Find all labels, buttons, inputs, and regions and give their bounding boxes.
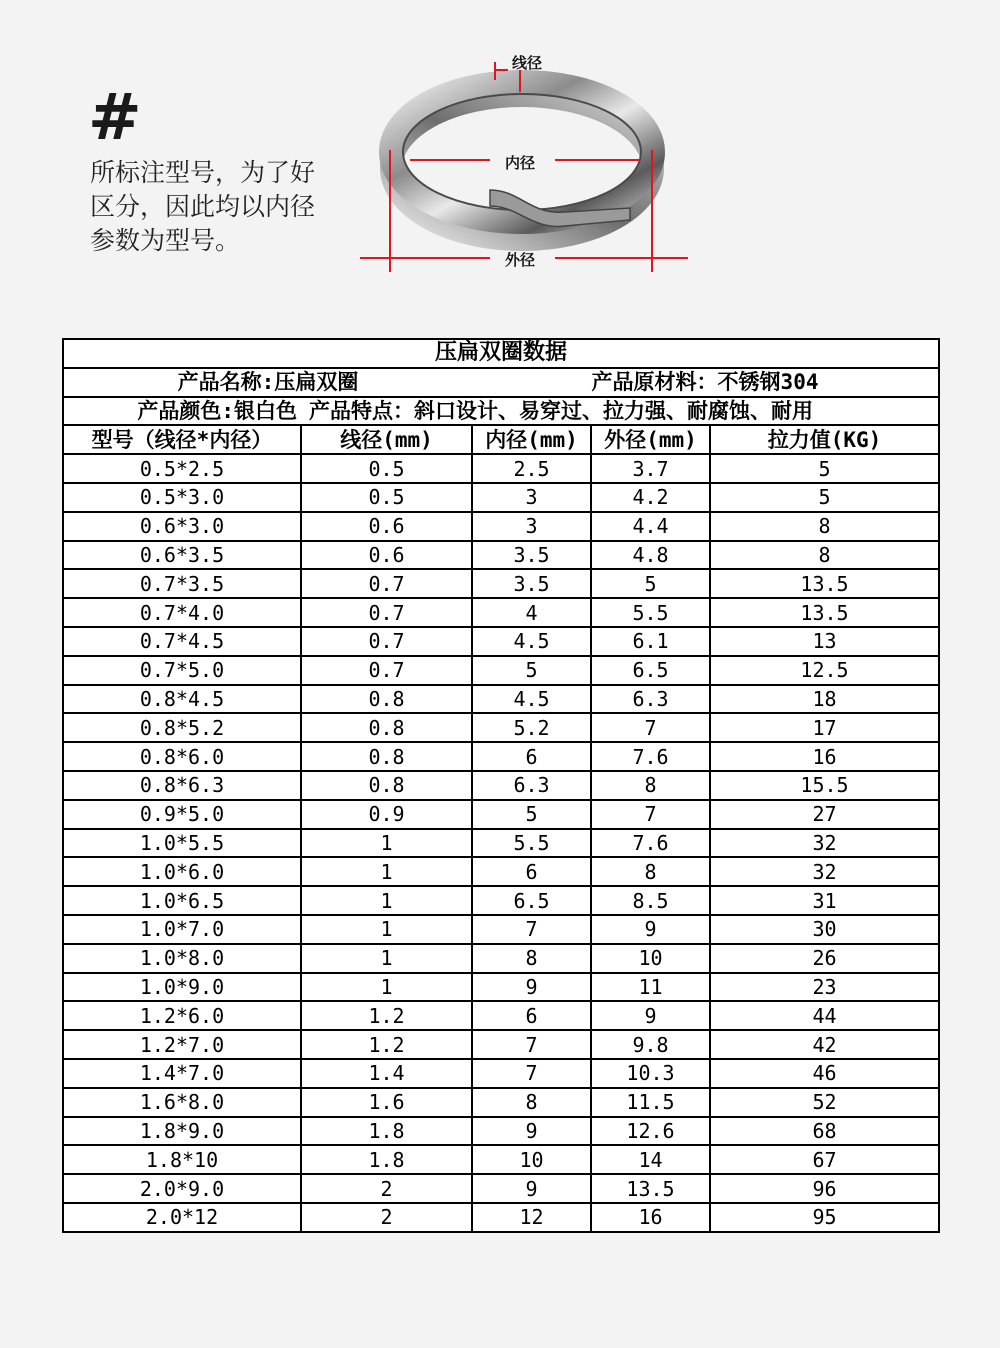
table-row: [63, 1117, 939, 1146]
table-cell: 2: [301, 1203, 472, 1232]
table-row: [63, 1001, 939, 1030]
table-cell: 13.5: [710, 569, 939, 598]
table-cell: 3: [472, 512, 591, 541]
table-cell: 8: [472, 1088, 591, 1117]
table-cell: 6.5: [591, 656, 710, 685]
table-cell: 96: [710, 1174, 939, 1203]
table-cell: 5.2: [472, 713, 591, 742]
header-model: 型号（线径*内径）: [63, 425, 301, 454]
table-cell: 0.5*2.5: [63, 454, 301, 483]
table-cell: 2.0*9.0: [63, 1174, 301, 1203]
table-cell: 1: [301, 857, 472, 886]
table-cell: 3.5: [472, 569, 591, 598]
table-cell: 0.7*4.0: [63, 598, 301, 627]
table-cell: 12.5: [710, 656, 939, 685]
table-cell: 10: [591, 944, 710, 973]
table-row: [63, 829, 939, 858]
table-cell: 1.2: [301, 1030, 472, 1059]
table-cell: 1.6*8.0: [63, 1088, 301, 1117]
table-cell: 9.8: [591, 1030, 710, 1059]
table-cell: 0.8: [301, 771, 472, 800]
table-cell: 1.8: [301, 1145, 472, 1174]
table-cell: 12: [472, 1203, 591, 1232]
table-cell: 8: [591, 771, 710, 800]
table-cell: 13: [710, 627, 939, 656]
table-cell: 0.6*3.5: [63, 541, 301, 570]
table-cell: 67: [710, 1145, 939, 1174]
table-cell: 8.5: [591, 886, 710, 915]
table-cell: 9: [472, 1117, 591, 1146]
table-cell: 11: [591, 973, 710, 1002]
table-cell: 16: [710, 742, 939, 771]
table-row: [63, 944, 939, 973]
table-cell: 0.8: [301, 742, 472, 771]
table-cell: 30: [710, 915, 939, 944]
table-cell: 0.6: [301, 541, 472, 570]
table-cell: 3.7: [591, 454, 710, 483]
table-row: [63, 1145, 939, 1174]
table-cell: 14: [591, 1145, 710, 1174]
table-row: [63, 713, 939, 742]
table-cell: 9: [591, 1001, 710, 1030]
table-row: [63, 483, 939, 512]
table-row: [63, 915, 939, 944]
table-row: [63, 454, 939, 483]
table-cell: 0.7*4.5: [63, 627, 301, 656]
table-cell: 6.3: [472, 771, 591, 800]
table-cell: 1: [301, 944, 472, 973]
outer-diameter-label: 外径: [505, 251, 536, 269]
table-cell: 6.5: [472, 886, 591, 915]
note-line: 所标注型号，为了好: [90, 158, 316, 187]
table-cell: 0.8: [301, 713, 472, 742]
table-cell: 4.5: [472, 627, 591, 656]
table-cell: 1.0*7.0: [63, 915, 301, 944]
table-cell: 6.1: [591, 627, 710, 656]
table-cell: 17: [710, 713, 939, 742]
table-cell: 9: [472, 1174, 591, 1203]
table-cell: 3.5: [472, 541, 591, 570]
table-cell: 5: [472, 800, 591, 829]
table-cell: 5: [710, 454, 939, 483]
table-cell: 44: [710, 1001, 939, 1030]
table-cell: 13.5: [591, 1174, 710, 1203]
table-cell: 2: [301, 1174, 472, 1203]
table-cell: 10.3: [591, 1059, 710, 1088]
table-cell: 0.7: [301, 627, 472, 656]
table-title: 压扁双圈数据: [63, 339, 939, 368]
table-cell: 4.4: [591, 512, 710, 541]
table-row: [63, 541, 939, 570]
table-cell: 1.2*6.0: [63, 1001, 301, 1030]
table-cell: 11.5: [591, 1088, 710, 1117]
table-cell: 2.0*12: [63, 1203, 301, 1232]
table-row: [63, 800, 939, 829]
table-cell: 68: [710, 1117, 939, 1146]
product-features: 产品特点：斜口设计、易穿过、拉力强、耐腐蚀、耐用: [301, 397, 939, 426]
table-cell: 7: [472, 1059, 591, 1088]
table-cell: 42: [710, 1030, 939, 1059]
table-cell: 6: [472, 1001, 591, 1030]
table-row: [63, 742, 939, 771]
table-cell: 5: [472, 656, 591, 685]
table-cell: 7: [591, 713, 710, 742]
table-cell: 10: [472, 1145, 591, 1174]
table-cell: 0.5: [301, 454, 472, 483]
table-cell: 0.7: [301, 598, 472, 627]
table-cell: 1.2: [301, 1001, 472, 1030]
table-cell: 1.0*5.5: [63, 829, 301, 858]
table-cell: 1.8*9.0: [63, 1117, 301, 1146]
table-cell: 5.5: [472, 829, 591, 858]
table-cell: 5: [710, 483, 939, 512]
model-note: [90, 156, 350, 258]
table-row: [63, 598, 939, 627]
table-cell: 0.7*3.5: [63, 569, 301, 598]
table-cell: 15.5: [710, 771, 939, 800]
table-cell: 1.0*6.5: [63, 886, 301, 915]
table-cell: 0.7*5.0: [63, 656, 301, 685]
note-line: 区分，因此均以内径: [90, 192, 316, 221]
table-cell: 4: [472, 598, 591, 627]
table-row: [63, 656, 939, 685]
table-cell: 95: [710, 1203, 939, 1232]
table-row: [63, 685, 939, 714]
table-cell: 23: [710, 973, 939, 1002]
table-cell: 1.0*8.0: [63, 944, 301, 973]
table-row: [63, 886, 939, 915]
table-cell: 1: [301, 973, 472, 1002]
table-cell: 1: [301, 829, 472, 858]
table-cell: 31: [710, 886, 939, 915]
table-cell: 0.8*6.3: [63, 771, 301, 800]
table-row: [63, 1088, 939, 1117]
table-cell: 26: [710, 944, 939, 973]
table-cell: 8: [710, 512, 939, 541]
table-cell: 8: [710, 541, 939, 570]
table-cell: 1.0*6.0: [63, 857, 301, 886]
table-row: [63, 771, 939, 800]
inner-diameter-label: 内径: [505, 154, 536, 172]
header-wire: 线径(mm): [301, 425, 472, 454]
table-cell: 4.5: [472, 685, 591, 714]
hash-symbol: #: [88, 81, 142, 155]
header-tension: 拉力值(KG): [710, 425, 939, 454]
table-cell: 1.8: [301, 1117, 472, 1146]
table-cell: 6: [472, 857, 591, 886]
table-cell: 4.2: [591, 483, 710, 512]
note-line: 参数为型号。: [90, 226, 241, 255]
table-row: [63, 512, 939, 541]
table-cell: 2.5: [472, 454, 591, 483]
table-row: [63, 1174, 939, 1203]
product-color: 产品颜色:银白色: [63, 397, 301, 426]
product-name: 产品名称:压扁双圈: [63, 368, 472, 397]
table-cell: 0.9: [301, 800, 472, 829]
table-row: [63, 627, 939, 656]
header-outer: 外径(mm): [591, 425, 710, 454]
table-cell: 4.8: [591, 541, 710, 570]
table-cell: 13.5: [710, 598, 939, 627]
wire-diameter-label: 线径: [512, 54, 543, 72]
table-cell: 0.6: [301, 512, 472, 541]
table-cell: 1.8*10: [63, 1145, 301, 1174]
table-cell: 5.5: [591, 598, 710, 627]
table-cell: 8: [472, 944, 591, 973]
table-row: [63, 1030, 939, 1059]
table-cell: 52: [710, 1088, 939, 1117]
table-cell: 8: [591, 857, 710, 886]
table-cell: 1: [301, 886, 472, 915]
table-cell: 12.6: [591, 1117, 710, 1146]
table-cell: 1.6: [301, 1088, 472, 1117]
table-cell: 1: [301, 915, 472, 944]
table-cell: 9: [472, 973, 591, 1002]
table-cell: 0.7: [301, 656, 472, 685]
table-cell: 7: [591, 800, 710, 829]
table-row: [63, 1059, 939, 1088]
table-cell: 7: [472, 1030, 591, 1059]
table-row: [63, 857, 939, 886]
spec-table: [62, 338, 940, 1233]
table-cell: 7: [472, 915, 591, 944]
table-cell: 27: [710, 800, 939, 829]
table-row: [63, 569, 939, 598]
table-cell: 0.8*4.5: [63, 685, 301, 714]
table-cell: 32: [710, 857, 939, 886]
header-inner: 内径(mm): [472, 425, 591, 454]
table-row: [63, 973, 939, 1002]
table-cell: 0.5*3.0: [63, 483, 301, 512]
table-cell: 6.3: [591, 685, 710, 714]
table-cell: 3: [472, 483, 591, 512]
table-cell: 1.4*7.0: [63, 1059, 301, 1088]
table-cell: 6: [472, 742, 591, 771]
table-cell: 0.5: [301, 483, 472, 512]
table-cell: 0.8*6.0: [63, 742, 301, 771]
table-cell: 5: [591, 569, 710, 598]
table-row: [63, 1203, 939, 1232]
split-ring-diagram: [350, 40, 700, 280]
table-cell: 46: [710, 1059, 939, 1088]
table-cell: 7.6: [591, 742, 710, 771]
table-cell: 0.8: [301, 685, 472, 714]
table-cell: 18: [710, 685, 939, 714]
table-cell: 1.2*7.0: [63, 1030, 301, 1059]
table-cell: 1.4: [301, 1059, 472, 1088]
table-cell: 0.9*5.0: [63, 800, 301, 829]
table-cell: 32: [710, 829, 939, 858]
table-cell: 16: [591, 1203, 710, 1232]
table-cell: 9: [591, 915, 710, 944]
table-cell: 7.6: [591, 829, 710, 858]
table-cell: 0.6*3.0: [63, 512, 301, 541]
table-cell: 0.7: [301, 569, 472, 598]
product-material: 产品原材料：不锈钢304: [472, 368, 939, 397]
table-cell: 1.0*9.0: [63, 973, 301, 1002]
table-cell: 0.8*5.2: [63, 713, 301, 742]
